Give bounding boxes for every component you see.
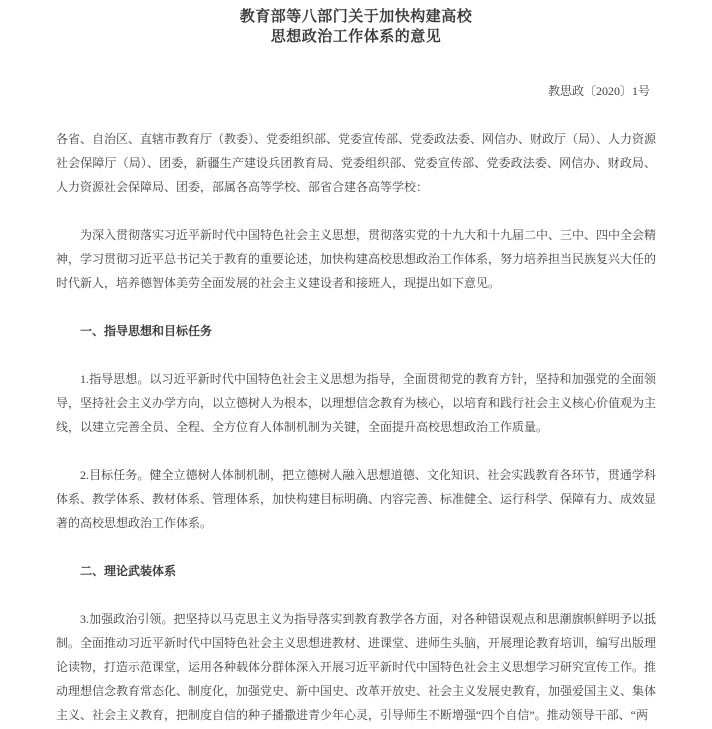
document-page (56, 0, 656, 727)
body-paragraph-3: 3.加强政治引领。把坚持以马克思主义为指导落实到教育教学各方面，对各种错误观点和思潮旗帜鲜明予以抵制。全面推动习近平新时代中国特色社会主义思想进教材、进课堂、进师生头脑，开展理论教育培训，编写出版理论读物，打造示范课堂，运用各种载体分群体深入开展习近平新时代中国特色社会主义思想学习研究宣传工作。推动理想信念教育常态化、制度化，加强党史、新中国史、改革开放史、社会主义发展史教育，加强爱国主义、集体主义、社会主义教育，把制度自信的种子播撒进青少年心灵，引导师生不断增强“四个自信”。推动领导干部、“两 (56, 612, 657, 722)
page-title-line-1: 教育部等八部门关于加快构建高校 (239, 9, 473, 25)
addressee-paragraph: 各省、自治区、直辖市教育厅（教委）、党委组织部、党委宣传部、党委政法委、网信办、财政厅（局）、人力资源社会保障厅（局）、团委，新疆生产建设兵团教育局、党委组织部、党委宣传部、党委政法委、网信办、财政局、人力资源社会保障局、团委，部属各高等学校、部省合建各高等学校： (56, 132, 657, 194)
section-2-heading: 二、理论武装体系 (80, 564, 177, 578)
intro-paragraph: 为深入贯彻落实习近平新时代中国特色社会主义思想，贯彻落实党的十九大和十九届二中、三中、四中全会精神，学习贯彻习近平总书记关于教育的重要论述，加快构建高校思想政治工作体系，努力培养担当民族复兴大任的时代新人，培养德智体美劳全面发展的社会主义建设者和接班人，现提出如下意见。 (56, 228, 657, 290)
page-title (56, 8, 656, 47)
section-1-heading: 一、指导思想和目标任务 (80, 324, 213, 338)
page-title-line-2: 思想政治工作体系的意见 (270, 28, 442, 45)
body-paragraph-2: 2.目标任务。健全立德树人体制机制，把立德树人融入思想道德、文化知识、社会实践教育各环节，贯通学科体系、教学体系、教材体系、管理体系，加快构建目标明确、内容完善、标准健全、运行科学、保障有力、成效显著的高校思想政治工作体系。 (56, 468, 657, 530)
doc-number: 教思政〔2020〕1号 (547, 84, 650, 98)
body-paragraph-1: 1.指导思想。以习近平新时代中国特色社会主义思想为指导，全面贯彻党的教育方针，坚持和加强党的全面领导，坚持社会主义办学方向，以立德树人为根本，以理想信念教育为核心，以培育和践行社会主义核心价值观为主线，以建立完善全员、全程、全方位育人体制机制为关键，全面提升高校思想政治工作质量。 (56, 372, 657, 434)
